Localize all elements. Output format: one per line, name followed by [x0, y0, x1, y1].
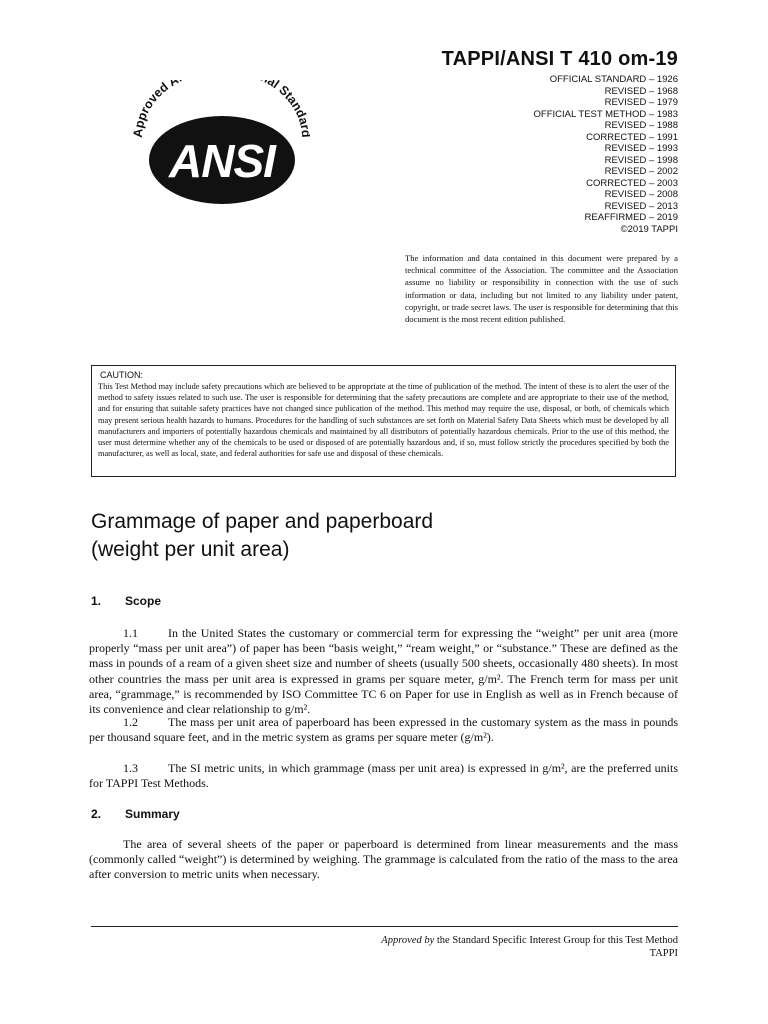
caution-body: This Test Method may include safety precautions which are believed to be appropriate at the time of publication of the method. The intent of these is to alert the user of the method to safety issues related to such use. The user is responsible for determining that the safety precautions are complete and are appropriate to their use of the method, and for ensuring that suitable safety practices have not changed since publication of the method. This method may require the use, disposal, or both, of chemicals which may present serious health hazards to humans. Procedures for the handling of such substances are set forth on Material Safety Data Sheets which must be developed by all manufacturers and importers of potentially hazardous chemicals and maintained by all distributors of potentially hazardous chemicals. Prior to the use of this method, the user must determine whether any of the chemicals to be used or disposed of are potentially hazardous and, if so, must follow strictly the procedures specified by both the manufacturer, as well as local, state, and federal authorities for safe use and disposal of these chemicals.: [98, 382, 669, 459]
section-heading-scope: [91, 594, 161, 608]
paragraph-2: [89, 837, 678, 883]
paragraph-index: 1.1: [123, 626, 138, 640]
paragraph-index: 1.2: [123, 715, 138, 729]
approved-by-text: the Standard Specific Interest Group for this Test Method: [434, 935, 678, 946]
paragraph-text: The area of several sheets of the paper or paperboard is determined from linear measurements and the mass (commonly called “weight”) is determined by weighing. The grammage is calculated from the ratio of the mass to the area after conversion to metric units when necessary.: [89, 837, 678, 882]
paragraph-text: In the United States the customary or commercial term for expressing the “weight” per unit area (more properly “mass per unit area”) of paper has been “basis weight,” “ream weight,” or “substance.” These are defined as the mass in pounds of a ream of a given sheet size and number of sheets (usually 500 sheets, occasionally 480 sheets). In most other countries the mass per unit area is expressed in grams per square meter, g/m². The French term for mass per unit area, “grammage,” is recommended by ISO Committee TC 6 on Paper for use in English as well as in French because of its convenience and clear relationship to g/m².: [89, 626, 678, 717]
approved-by-label: Approved by: [381, 935, 435, 946]
footer-divider: [91, 926, 678, 927]
paragraph-index: 1.3: [123, 761, 138, 775]
liability-disclaimer: The information and data contained in this document were prepared by a technical committee of the Association. The committee and the Association assume no liability or responsibility in connection with the use of such information or data, including but not limited to any liability under patent, copyright, or trade secret laws. The user is responsible for determining that this document is the most recent edition published.: [405, 253, 678, 325]
footer-approval-line: [300, 935, 678, 948]
revision-line: CORRECTED – 1991: [586, 131, 678, 143]
footer-org: TAPPI: [649, 947, 678, 959]
caution-box: [91, 365, 676, 477]
paragraph-1-2: [89, 715, 678, 745]
section-heading-summary: [91, 807, 180, 821]
revision-line: REVISED – 1998: [604, 154, 678, 166]
revision-line: REVISED – 2008: [604, 189, 678, 200]
logo-arc-text: Approved A al Standa: [130, 80, 310, 139]
revision-line: REVISED – 1993: [604, 143, 678, 154]
revision-line: REVISED – 1988: [604, 120, 678, 131]
revision-line: OFFICIAL TEST METHOD – 1983: [533, 108, 678, 120]
revision-line: OFFICIAL STANDARD – 1926: [549, 74, 678, 85]
logo-center-text: ANSI: [169, 135, 275, 187]
copyright-line: ©2019 TAPPI: [620, 223, 678, 235]
document-subtitle-line: (weight per unit area): [91, 538, 290, 561]
document-title-line: Grammage of paper and paperboard: [91, 510, 434, 533]
paragraph-text: The mass per unit area of paperboard has been expressed in the customary system as the mass in pounds per thousand square feet, and in the metric system as grams per square meter (g/m²).: [89, 715, 678, 745]
paragraph-text: The SI metric units, in which grammage (mass per unit area) is expressed in g/m², are the preferred units for TAPPI Test Methods.: [89, 761, 678, 791]
section-title: Summary: [125, 807, 180, 821]
revision-line: REVISED – 1968: [604, 85, 678, 97]
document-title: [91, 508, 691, 564]
revision-line: CORRECTED – 2003: [586, 177, 678, 189]
revision-line: REVISED – 1979: [604, 97, 678, 108]
section-number: 2.: [91, 807, 102, 821]
revision-history: [430, 74, 678, 235]
revision-line: REAFFIRMED – 2019: [584, 212, 678, 223]
standard-designation: TAPPI/ANSI T 410 om-19: [441, 48, 678, 70]
ansi-seal-icon: [130, 80, 310, 240]
caution-title: CAUTION:: [100, 370, 144, 380]
footer: [300, 935, 678, 960]
revision-line: REVISED – 2002: [604, 166, 678, 177]
section-title: Scope: [125, 594, 162, 608]
ansi-logo: [130, 80, 310, 240]
paragraph-1-1: [89, 626, 678, 717]
section-number: 1.: [91, 594, 102, 608]
revision-line: REVISED – 2013: [604, 200, 678, 212]
paragraph-1-3: [89, 761, 678, 791]
